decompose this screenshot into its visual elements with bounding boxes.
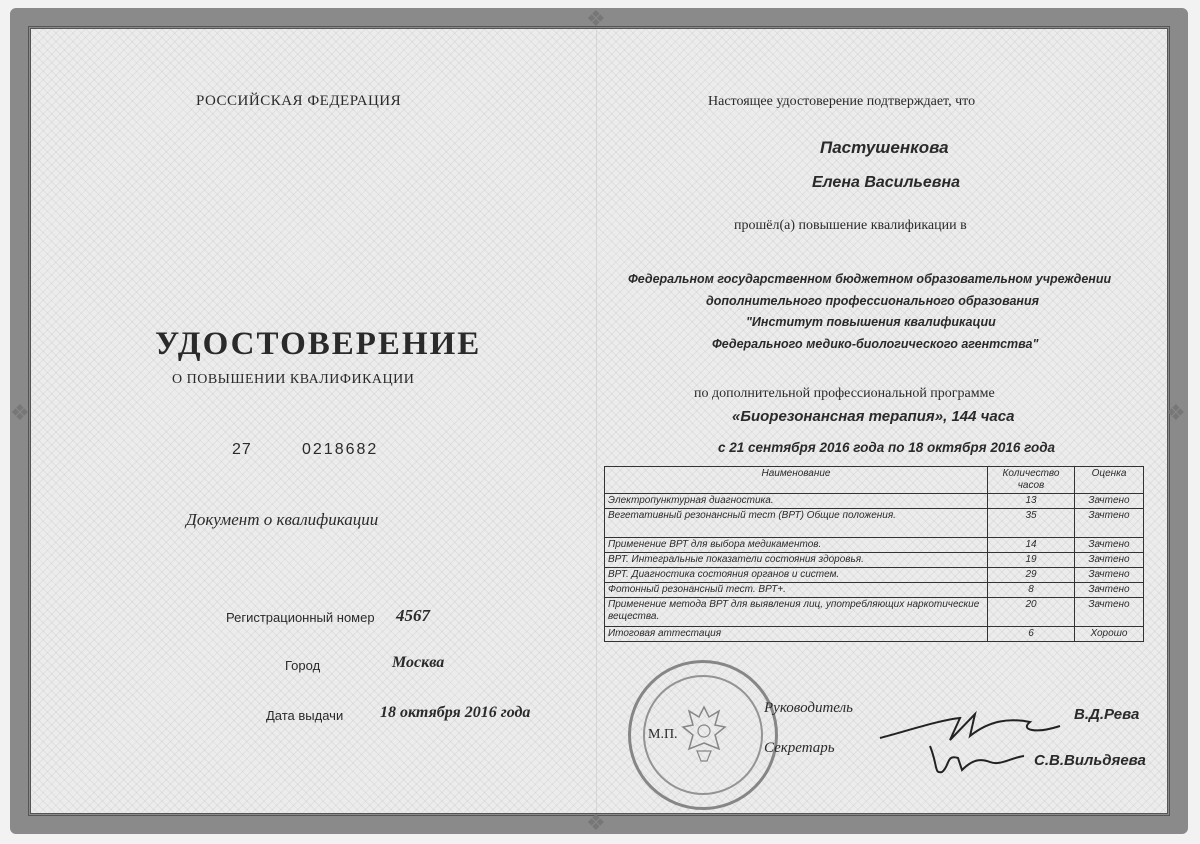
table-header-row: [605, 467, 1144, 494]
issue-date-label: Дата выдачи: [266, 708, 344, 723]
document-type: Документ о квалификации: [186, 510, 379, 529]
table-row: [605, 494, 1144, 509]
course-grade: Зачтено: [1075, 583, 1144, 598]
course-hours: 29: [988, 568, 1075, 583]
table-row: [605, 553, 1144, 568]
program-name: «Биорезонансная терапия», 144 часа: [732, 408, 1015, 425]
eagle-emblem-icon: [679, 703, 729, 765]
course-name: Применение метода ВРТ для выявления лиц, употребляющих наркотические вещества.: [605, 598, 988, 627]
registration-value: 4567: [396, 606, 430, 625]
course-hours: 13: [988, 494, 1075, 509]
table-row: [605, 509, 1144, 538]
course-hours: 6: [988, 627, 1075, 642]
courses-table: [604, 466, 1144, 642]
course-grade: Зачтено: [1075, 538, 1144, 553]
course-name: ВРТ. Интегральные показатели состояния здоровья.: [605, 553, 988, 568]
course-grade: Зачтено: [1075, 598, 1144, 627]
course-name: Применение ВРТ для выбора медикаментов.: [605, 538, 988, 553]
column-header-grade: Оценка: [1075, 467, 1144, 494]
program-label: по дополнительной профессиональной программе: [694, 386, 995, 401]
secretary-signature: [920, 736, 1030, 780]
city-label: Город: [285, 658, 321, 673]
column-header-name: Наименование: [605, 467, 988, 494]
country-name: РОССИЙСКАЯ ФЕДЕРАЦИЯ: [196, 93, 402, 109]
course-hours: 14: [988, 538, 1075, 553]
course-grade: Зачтено: [1075, 494, 1144, 509]
institution-line-4: Федерального медико-биологического агентства": [712, 337, 1039, 351]
course-grade: Хорошо: [1075, 627, 1144, 642]
issue-date-value: 18 октября 2016 года: [380, 704, 531, 721]
stamp-place-label: М.П.: [648, 727, 678, 742]
document-series: 27: [232, 441, 252, 458]
document-title: УДОСТОВЕРЕНИЕ: [155, 326, 482, 362]
ornament-icon: ❖: [586, 810, 606, 835]
ornament-icon: ❖: [586, 6, 606, 31]
holder-surname: Пастушенкова: [820, 138, 949, 157]
table-row: [605, 583, 1144, 598]
table-row: [605, 598, 1144, 627]
table-row: [605, 568, 1144, 583]
course-grade: Зачтено: [1075, 509, 1144, 538]
center-fold: [596, 30, 597, 815]
ornament-icon: ❖: [10, 400, 30, 425]
column-header-hours: Количество часов: [988, 467, 1075, 494]
holder-name: Елена Васильевна: [812, 174, 961, 191]
course-name: Фотонный резонансный тест. ВРТ+.: [605, 583, 988, 598]
institution-line-1: Федеральном государственном бюджетном образовательном учреждении: [628, 272, 1112, 286]
study-period: с 21 сентября 2016 года по 18 октября 2016 года: [718, 440, 1056, 455]
course-grade: Зачтено: [1075, 553, 1144, 568]
document-subtitle: О ПОВЫШЕНИИ КВАЛИФИКАЦИИ: [172, 372, 415, 387]
institution-line-2: дополнительного профессионального образования: [706, 294, 1039, 308]
passed-text: прошёл(а) повышение квалификации в: [734, 218, 967, 233]
secretary-label: Секретарь: [764, 740, 835, 756]
institution-line-3: "Институт повышения квалификации: [746, 315, 996, 329]
secretary-name: С.В.Вильдяева: [1034, 752, 1146, 769]
head-label: Руководитель: [764, 700, 853, 716]
intro-text: Настоящее удостоверение подтверждает, что: [708, 94, 976, 109]
registration-label: Регистрационный номер: [226, 610, 375, 625]
table-row: [605, 627, 1144, 642]
course-hours: 8: [988, 583, 1075, 598]
table-row: [605, 538, 1144, 553]
head-name: В.Д.Рева: [1074, 706, 1140, 723]
course-hours: 20: [988, 598, 1075, 627]
document-number: 0218682: [302, 441, 379, 458]
ornament-icon: ❖: [1166, 400, 1186, 425]
course-hours: 35: [988, 509, 1075, 538]
course-name: Итоговая аттестация: [605, 627, 988, 642]
course-grade: Зачтено: [1075, 568, 1144, 583]
course-name: Электропунктурная диагностика.: [605, 494, 988, 509]
course-name: ВРТ. Диагностика состояния органов и систем.: [605, 568, 988, 583]
course-name: Вегетативный резонансный тест (ВРТ) Общие положения.: [605, 509, 988, 538]
city-value: Москва: [392, 654, 445, 671]
course-hours: 19: [988, 553, 1075, 568]
